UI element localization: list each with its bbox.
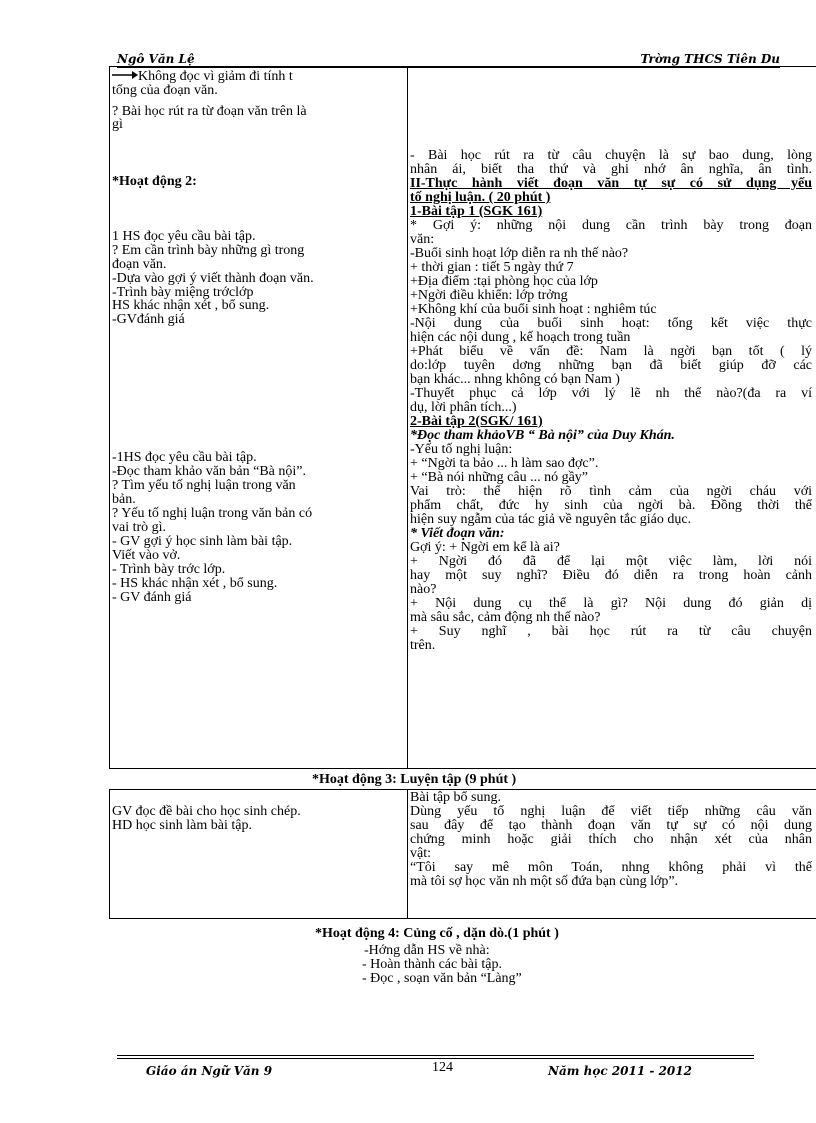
text-line: Viết vào vở. xyxy=(112,548,181,563)
text-line: -Yếu tố nghị luận: xyxy=(410,442,513,457)
text-line: HD học sinh làm bài tập. xyxy=(112,818,252,833)
text-line: hiện suy ngẫm của tác giả về nguyên tắc giáo dục. xyxy=(410,512,692,527)
footer-rule xyxy=(117,1055,754,1056)
text-line: ? Em cần trình bày những gì trong xyxy=(112,243,305,258)
text-line: do:lớp tuyên dơng những bạn đã biết giúp đỡ các xyxy=(410,359,812,373)
text-line: 1-Bài tập 1 (SGK 161) xyxy=(410,204,543,219)
text-line: +Địa điểm :tại phòng học của lớp xyxy=(410,274,598,289)
text-line: Gợi ý: + Ngời em kể là ai? xyxy=(410,540,560,555)
text-line: *Đọc tham khảoVB “ Bà nội” của Duy Khán. xyxy=(410,428,675,443)
text-line: Vai trò: thể hiện rõ tình cảm của ngời cháu với xyxy=(410,485,812,499)
page-header xyxy=(117,52,780,66)
text-line: văn: xyxy=(410,232,435,247)
homework-item: -Hớng dẫn HS về nhà: xyxy=(364,943,490,958)
text-line: Không đọc vì giảm đi tính t xyxy=(112,70,293,84)
text-line: hiện các nội dung , kế hoạch trong tuần xyxy=(410,330,631,345)
teacher-activity-column xyxy=(110,67,408,768)
text-line: mà tôi sợ học văn nh một số đứa bạn cùng lớp”. xyxy=(410,874,679,889)
text-line: +Không khí của buổi sinh hoạt : nghiêm túc xyxy=(410,302,657,317)
text-line: vật: xyxy=(410,846,431,861)
text-line: +Phát biểu về vấn đề: Nam là ngời bạn tốt ( lý xyxy=(410,345,812,359)
text-line: + “Ngời ta bảo ... h làm sao đợc”. xyxy=(410,456,599,471)
text-line: phẩm chất, đức hy sinh của ngời bà. Đồng thời thể xyxy=(410,499,812,513)
text-line: -Thuyết phục cả lớp với lý lẽ nh thế nào?(đa ra ví xyxy=(410,387,812,401)
text-line: -Buổi sinh hoạt lớp diễn ra nh thế nào? xyxy=(410,246,629,261)
teacher-activity-column-2 xyxy=(110,790,408,918)
school-name: Trờng THCS Tiên Du xyxy=(640,52,780,66)
lesson-table-2 xyxy=(109,789,816,919)
homework-item: - Hoàn thành các bài tập. xyxy=(362,957,502,972)
text-line: dụ, lời phân tích...) xyxy=(410,400,517,415)
text-line: * Viết đoạn văn: xyxy=(410,526,505,541)
text-line: II-Thực hành viết đoạn văn tự sự có sử dụng yếu xyxy=(410,177,812,191)
text-line: + Ngời đó đã để lại một việc làm, lời nói xyxy=(410,555,812,569)
text-line: 2-Bài tập 2(SGK/ 161) xyxy=(410,414,543,429)
text-line: *Hoạt động 2: xyxy=(112,174,197,189)
content-column-2 xyxy=(408,790,816,918)
text-line: -Đọc tham khảo văn bản “Bà nội”. xyxy=(112,464,306,479)
text-line: hay một suy nghĩ? Điều đó diễn ra trong hoàn cảnh xyxy=(410,569,812,583)
text-line: -Trình bày miệng trớclớp xyxy=(112,285,254,300)
text-line: ? Tìm yếu tố nghị luận trong văn xyxy=(112,478,296,493)
text-line: -Dựa vào gợi ý viết thành đoạn văn. xyxy=(112,271,314,286)
text-line: + “Bà nói những câu ... nó gầy” xyxy=(410,470,588,485)
footer-rule-2 xyxy=(117,1058,754,1059)
author-name: Ngô Văn Lệ xyxy=(117,52,195,66)
text-line: mà sâu sắc, cảm động nh thế nào? xyxy=(410,610,601,625)
text-line: - Trình bày trớc lớp. xyxy=(112,562,226,577)
text-line: bạn khác... nhng không có bạn Nam ) xyxy=(410,372,620,387)
text-line: nhân ái, biết tha thứ và ghi nhớ ân nghĩa, ân tình. xyxy=(410,163,812,177)
text-line: “Tôi say mê môn Toán, nhng không phải vì thế xyxy=(410,861,812,875)
activity-3-heading: *Hoạt động 3: Luyện tập (9 phút ) xyxy=(312,772,517,787)
text-line: +Ngời điều khiển: lớp trởng xyxy=(410,288,568,303)
text-line: bản. xyxy=(112,492,136,507)
text-line: GV đọc đề bài cho học sinh chép. xyxy=(112,804,301,819)
text-line: 1 HS đọc yêu cầu bài tập. xyxy=(112,229,256,244)
text-line: HS khác nhận xét , bổ sung. xyxy=(112,298,270,313)
right-arrow-icon xyxy=(112,70,138,84)
text-line: - HS khác nhận xét , bổ sung. xyxy=(112,576,278,591)
text-line: + Suy nghĩ , bài học rút ra từ câu chuyện xyxy=(410,625,812,639)
text-line: -GVđánh giá xyxy=(112,312,185,327)
text-line: vai trò gì. xyxy=(112,520,167,535)
page-number: 124 xyxy=(432,1060,453,1075)
text-line: chứng minh hoặc giải thích cho nhận xét của nhân xyxy=(410,833,812,847)
text-line: + Nội dung cụ thể là gì? Nội dung đó giản dị xyxy=(410,597,812,611)
text-line: ? Yếu tố nghị luận trong văn bản có xyxy=(112,506,313,521)
text-line: trên. xyxy=(410,638,436,653)
text-line: ? Bài học rút ra từ đoạn văn trên là xyxy=(112,104,307,119)
text-line: + thời gian : tiết 5 ngày thứ 7 xyxy=(410,260,574,275)
text-line: nào? xyxy=(410,582,437,597)
content-column xyxy=(408,67,816,768)
text-line: -Nội dung của buổi sinh hoạt: tổng kết việc thực xyxy=(410,317,812,331)
lesson-table-1 xyxy=(109,66,816,769)
homework-item: - Đọc , soạn văn bản “Làng” xyxy=(362,971,522,986)
text-line: * Gợi ý: những nội dung cần trình bày trong đoạn xyxy=(410,219,812,233)
text-line: Bài tập bổ sung. xyxy=(410,790,501,805)
footer-course: Giáo án Ngữ Văn 9 xyxy=(146,1064,273,1078)
text-line: - Bài học rút ra từ câu chuyện là sự bao dung, lòng xyxy=(410,149,812,163)
text-line: Dùng yếu tố nghị luận để viết tiếp những câu văn xyxy=(410,805,812,819)
footer-year: Năm học 2011 - 2012 xyxy=(548,1064,692,1078)
text-line: -1HS đọc yêu cầu bài tập. xyxy=(112,450,257,465)
text-line: gì xyxy=(112,117,123,132)
activity-4-heading: *Hoạt động 4: Củng cố , dặn dò.(1 phút ) xyxy=(315,926,559,941)
text-line: - GV đánh giá xyxy=(112,590,192,605)
text-line: đoạn văn. xyxy=(112,257,167,272)
text-line: sau đây để tạo thành đoạn văn tự sự có nội dung xyxy=(410,819,812,833)
text-line: - GV gợi ý học sinh làm bài tập. xyxy=(112,534,293,549)
text-line: tố nghị luận. ( 20 phút ) xyxy=(410,190,551,205)
text-line: tổng của đoạn văn. xyxy=(112,83,218,98)
